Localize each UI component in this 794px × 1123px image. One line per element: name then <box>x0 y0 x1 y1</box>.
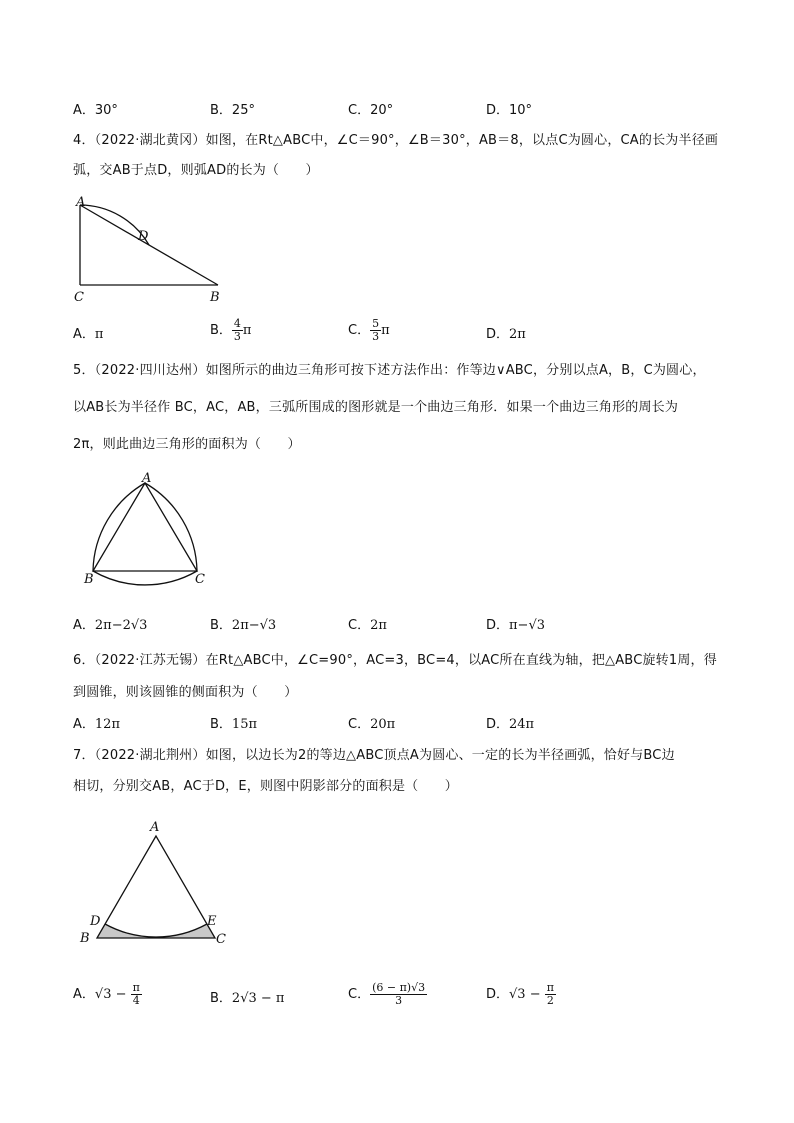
q4-figure <box>70 195 230 307</box>
q7-option-b <box>210 991 284 1007</box>
q7-option-c <box>348 982 427 1007</box>
q5-figure <box>80 470 215 590</box>
q7-text-line1: 7．（2022·湖北荆州）如图，以边长为2的等边△ABC顶点A为圆心、一定的长为半径画弧，恰好与BC边 <box>73 748 675 763</box>
q4-option-c-label: C． <box>348 323 371 338</box>
q5-option-d-label: D． <box>486 618 510 633</box>
q7-option-b-value: 2√3 − π <box>231 991 285 1006</box>
q3-option-d: D．10° <box>486 103 533 118</box>
q4-option-a-label: A． <box>73 327 95 342</box>
q5-equilateral-triangle <box>93 483 197 571</box>
q7-option-d-numerator: π <box>546 981 554 994</box>
q6-option-a-value: 12π <box>94 717 120 732</box>
q7-option-c-denominator: 3 <box>395 994 403 1007</box>
q3-option-a: A．30° <box>73 103 118 118</box>
q5-option-d <box>486 618 545 634</box>
q7-equilateral-triangle <box>97 836 215 938</box>
q7-option-d-head: √3 − <box>509 987 541 1002</box>
q4-option-d-label: D． <box>486 327 510 342</box>
q4-option-a-value: π <box>94 327 104 342</box>
q4-option-b-denominator: 3 <box>233 330 241 343</box>
q4-option-b-tail: π <box>242 323 252 338</box>
q5-option-a <box>73 618 147 634</box>
q7-label-b: B <box>80 931 90 946</box>
q4-option-c-tail: π <box>381 323 390 338</box>
q7-option-a-denominator: 4 <box>132 994 140 1007</box>
q5-option-c-value: 2π <box>370 618 387 633</box>
q5-arc-bc <box>93 571 197 585</box>
q4-option-c-numerator: 5 <box>372 317 380 330</box>
q6-option-d-value: 24π <box>509 717 535 732</box>
q6-option-c-label: C． <box>348 717 371 732</box>
q4-option-a <box>73 327 103 343</box>
q7-option-b-label: B． <box>210 991 232 1006</box>
q4-option-b-label: B． <box>210 323 232 338</box>
q5-label-a: A <box>142 471 152 486</box>
q7-option-d-denominator: 2 <box>546 994 554 1007</box>
q4-option-d-value: 2π <box>509 327 526 342</box>
q7-label-c: C <box>216 932 226 947</box>
q4-option-d <box>486 327 526 343</box>
q5-option-b-label: B． <box>210 618 232 633</box>
q5-text-line3: 2π，则此曲边三角形的面积为（ ） <box>73 437 301 452</box>
q7-label-a: A <box>150 820 160 835</box>
q5-option-a-label: A． <box>73 618 95 633</box>
q6-option-c <box>348 717 395 733</box>
q4-text-line2: 弧，交AB于点D，则弧AD的长为（ ） <box>73 163 319 178</box>
q6-text-line1: 6．（2022·江苏无锡）在Rt△ABC中，∠C=90°，AC=3，BC=4，以AC所在直线为轴，把△ABC旋转1周，得 <box>73 653 717 668</box>
q7-option-a-head: √3 − <box>94 987 127 1002</box>
q4-option-b-numerator: 4 <box>233 317 241 330</box>
q4-label-d: D <box>138 229 149 244</box>
q4-label-b: B <box>210 290 220 305</box>
q5-text-line2: 以AB长为半径作 BC，AC，AB，三弧所围成的图形就是一个曲边三角形．如果一个曲边三角形的周长为 <box>73 400 679 415</box>
q4-option-b <box>210 318 251 343</box>
q5-text-line1: 5．（2022·四川达州）如图所示的曲边三角形可按下述方法作出：作等边∨ABC，分别以点A，B，C为圆心， <box>73 363 706 378</box>
q7-option-a-numerator: π <box>132 981 140 994</box>
q4-label-c: C <box>74 290 84 305</box>
q6-option-d <box>486 717 534 733</box>
q7-figure <box>75 812 235 952</box>
q6-option-b <box>210 717 257 733</box>
q6-option-a-label: A． <box>73 717 95 732</box>
q5-option-a-value: 2π−2√3 <box>94 618 148 633</box>
q4-text-line1: 4．（2022·湖北黄冈）如图，在Rt△ABC中，∠C＝90°，∠B＝30°，AB＝8，以点C为圆心，CA的长为半径画 <box>73 133 719 148</box>
q5-option-b <box>210 618 276 634</box>
q7-shaded-region <box>97 924 215 938</box>
q6-option-a <box>73 717 120 733</box>
q3-option-c: C．20° <box>348 103 394 118</box>
q5-option-c-label: C． <box>348 618 371 633</box>
q6-option-d-label: D． <box>486 717 510 732</box>
q7-option-d <box>486 982 556 1007</box>
q7-label-d: D <box>90 914 101 929</box>
q6-option-c-value: 20π <box>370 717 396 732</box>
q7-option-d-label: D． <box>486 987 510 1002</box>
q6-option-b-value: 15π <box>231 717 258 732</box>
q7-option-a-label: A． <box>73 987 95 1002</box>
q3-option-b: B．25° <box>210 103 255 118</box>
q7-option-a <box>73 982 142 1007</box>
q7-label-e: E <box>207 914 217 929</box>
q6-option-b-label: B． <box>210 717 232 732</box>
q7-option-c-numerator: (6 − π)√3 <box>372 981 426 994</box>
q4-label-a: A <box>76 195 86 210</box>
q7-text-line2: 相切，分别交AB，AC于D，E，则图中阴影部分的面积是（ ） <box>73 779 458 794</box>
q5-option-d-value: π−√3 <box>509 618 546 633</box>
q4-option-c <box>348 318 390 343</box>
q6-text-line2: 到圆锥，则该圆锥的侧面积为（ ） <box>73 685 298 700</box>
q5-label-b: B <box>84 572 94 587</box>
q5-option-b-value: 2π−√3 <box>231 618 277 633</box>
q5-label-c: C <box>195 572 205 587</box>
q5-option-c <box>348 618 387 634</box>
q4-option-c-denominator: 3 <box>372 330 380 343</box>
q7-option-c-label: C． <box>348 987 371 1002</box>
